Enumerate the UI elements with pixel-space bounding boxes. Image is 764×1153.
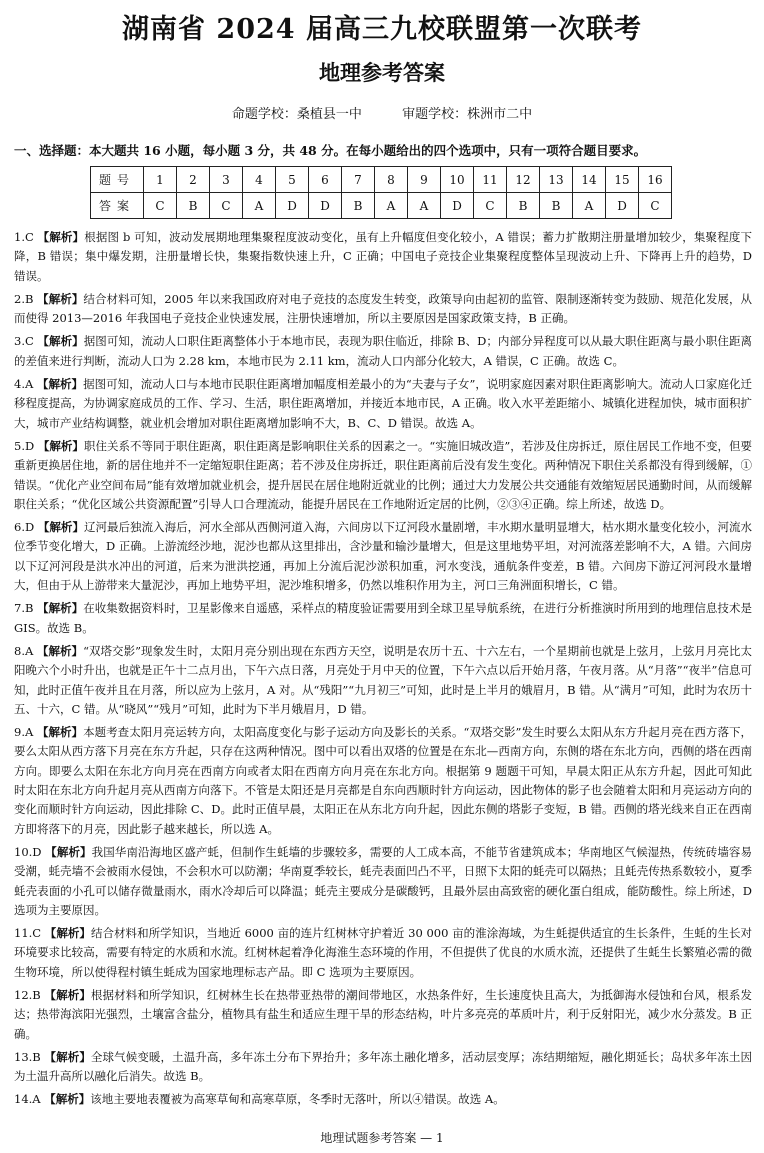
answer-cell: C <box>474 193 507 219</box>
school-info <box>0 105 764 125</box>
item-text: “双塔交影”现象发生时，太阳月亮分别出现在东西方天空，说明是农历十五、十六左右，一个星期前也就是上弦月，上弦月月亮比太阳晚六个小时升出，也就是正午十二点月出，下午六点日落，月亮处于月中天的位置，下午六点以后开始月落，午夜月落。从“月落”“夜半”信息可知，此时正值午夜并且在月落，所以应为上弦月，A 对。从“残阳”“九月初三”可知，此时是上半月的娥眉月，B 错。从“满月”可知，此时为农历十五、十六，C 错。从“晓风”“残月”可知，此时为下半月娥眉月，D 错。 <box>14 643 752 716</box>
answer-cell: D <box>606 193 639 219</box>
item-number: 11.C <box>14 926 42 941</box>
item-text: 职住关系不等同于职住距离，职住距离是影响职住关系的因素之一。“实施旧城改造”，若涉及住房拆迁，原住居民工作地不变，但要重新更换居住地，新的居住地并不一定缩短职住距离；若不涉及住房拆迁，职住距离前后没有发生变化。两种情况下职住关系都没有得到缓解，①错误。“优化产业空间布局”能有效增加就业机会，提升居民在居住地附近就业的比例；通过大力发展公共交通能有效缩短居民通勤时间，从而缓解职住关系；“优化区域公共资源配置”引导人口合理流动，能提升居民在工作地附近定居的比例，②③④正确。综上所述，故选 D。 <box>14 438 752 511</box>
explanation-item <box>14 228 752 286</box>
answer-cell: D <box>276 193 309 219</box>
item-number: 10.D <box>14 844 42 859</box>
row-label-number: 题号 <box>91 167 144 193</box>
question-number: 16 <box>639 167 672 193</box>
explanation-item <box>14 723 752 839</box>
explanation-item <box>14 375 752 433</box>
answer-cell: A <box>375 193 408 219</box>
question-number: 1 <box>144 167 177 193</box>
analysis-tag: 【解析】 <box>37 230 85 244</box>
analysis-tag: 【解析】 <box>37 601 84 616</box>
reviewer-school: 审题学校：株洲市二中 <box>402 107 533 122</box>
answer-table <box>90 166 672 219</box>
answer-cell: A <box>408 193 441 219</box>
explanation-item <box>14 599 752 638</box>
item-number: 14.A <box>14 1092 41 1107</box>
question-number: 2 <box>177 167 210 193</box>
analysis-tag: 【解析】 <box>44 1049 91 1064</box>
explanation-item <box>14 518 752 595</box>
section-heading: 一、选择题：本大题共 16 小题，每小题 3 分，共 48 分。在每小题给出的四个选项中，只有一项符合题目要求。 <box>14 143 647 158</box>
item-number: 8.A <box>14 643 34 658</box>
answer-cell: B <box>507 193 540 219</box>
page-title: 湖南省 2024 届高三九校联盟第一次联考 <box>122 14 642 45</box>
analysis-tag: 【解析】 <box>45 844 92 859</box>
analysis-tag: 【解析】 <box>36 725 84 740</box>
explanation-item <box>14 1090 752 1109</box>
answer-cell: D <box>309 193 342 219</box>
item-text: 辽河最后独流入海后，河水全部从西侧河道入海，六间房以下辽河段水量剧增，丰水期水量明显增大，枯水期水量变化较小，河流水位季节变化增大，D 正确。上游流经沙地，泥沙也都从这里排出，含沙量和输沙量增大，但是这里地势平坦，对河流落差影响不大，A 错。六间房以下辽河河段是洪水冲出的河道，后来为泄洪挖通，再加上分流后泥沙淤积加重，河水变浅，通航条件变差，B 错。六间房下游辽河河段水量增大，但由于从上游带来大量泥沙，再加上地势平坦，泥沙堆积增多，仍然以堆积作用为主，河口三角洲面积增长，C 错。 <box>14 520 753 593</box>
answer-cell: C <box>210 193 243 219</box>
explanation-item <box>14 843 752 920</box>
page-footer: 地理试题参考答案 — 1 <box>320 1131 444 1145</box>
explanation-item <box>14 642 752 719</box>
question-number: 10 <box>441 167 474 193</box>
question-number: 3 <box>210 167 243 193</box>
explanation-item <box>14 437 752 514</box>
item-number: 6.D <box>14 520 35 535</box>
item-text: 根据图 b 可知，波动发展期地理集聚程度波动变化，虽有上升幅度但变化较小，A 错误；蓄力扩散期注册量增加较少，集聚程度下降，B 错误；集中爆发期，注册量增长快，集聚指数快速上升，C 正确；中国电子竞技企业集聚程度整体呈现波动上升、下降再上升的趋势，D 错误。 <box>14 230 752 283</box>
answer-cell: A <box>243 193 276 219</box>
analysis-tag: 【解析】 <box>44 926 91 941</box>
question-number: 5 <box>276 167 309 193</box>
item-text: 本题考查太阳月亮运转方向，太阳高度变化与影子运动方向及影长的关系。“双塔交影”发生时要么太阳从东方升起月亮在西方落下，要么太阳从西方落下月亮在东方升起，只存在这两种情况。图中可以看出双塔的位置是在东北—西南方向，东侧的塔在东北方向，西侧的塔在西南方向。即要么太阳在东北方向月亮在西南方向或者太阳在西南方向月亮在东北方向。根据第 9 题题干可知，早晨太阳正从东方升起，因此可知此时太阳在东北方向升起月亮从西南方向落下。不管是太阳还是月亮都是自东向西顺时针方向运动，因此物体的影子也会随着太阳和月亮运动方向的变化而顺时针方向运动，因此排除 C、D。此时正值早晨，太阳正在从东北方向升起，因此东侧的塔影子变短，B 错。西侧的塔光线来自正在西南方即将落下的月亮，因此影子越来越长，所以选 A。 <box>14 725 752 836</box>
question-number: 12 <box>507 167 540 193</box>
item-text: 该地主要地表覆被为高寒草甸和高寒草原，冬季时无落叶，所以④错误。故选 A。 <box>90 1092 505 1107</box>
item-text: 结合材料和所学知识，当地近 6000 亩的连片红树林守护着近 30 000 亩的淮涂海域，为生蚝提供适宜的生长条件，生蚝的生长对环境要求比较高，需要有特定的水质和水流。红树林起着净化海淮生态环境的作用，不但提供了优良的水质水流，还提供了生蚝生长繁殖必需的微生物环境，所以使得程村镇生蚝成为国家地理标志产品。即 C 选项为主要原因。 <box>14 926 753 979</box>
question-number: 8 <box>375 167 408 193</box>
analysis-tag: 【解析】 <box>44 1092 91 1107</box>
item-text: 在收集数据资料时，卫星影像来自遥感，采样点的精度验证需要用到全球卫星导航系统，在进行分析推演时所用到的地理信息技术是 GIS。故选 B。 <box>14 601 752 635</box>
item-number: 4.A <box>14 377 34 392</box>
item-number: 7.B <box>14 601 34 616</box>
question-number: 15 <box>606 167 639 193</box>
answer-cell: A <box>573 193 606 219</box>
question-number: 4 <box>243 167 276 193</box>
item-text: 全球气候变暖，土温升高，多年冻土分布下界抬升；多年冻土融化增多，活动层变厚；冻结期缩短，融化期延长；岛状多年冻土因为土温升高所以融化后消失。故选 B。 <box>14 1049 753 1084</box>
answer-cell: C <box>639 193 672 219</box>
analysis-tag: 【解析】 <box>36 377 84 392</box>
answer-cell: B <box>540 193 573 219</box>
answer-table-number-row <box>91 167 672 193</box>
item-number: 9.A <box>14 725 34 740</box>
explanation-item <box>14 332 752 371</box>
question-number: 6 <box>309 167 342 193</box>
item-number: 12.B <box>14 987 41 1002</box>
explanation-item <box>14 986 752 1044</box>
analysis-tag: 【解析】 <box>44 987 91 1002</box>
analysis-tag: 【解析】 <box>37 520 84 535</box>
question-number: 7 <box>342 167 375 193</box>
item-number: 13.B <box>14 1049 41 1064</box>
answer-cell: B <box>177 193 210 219</box>
answer-cell: D <box>441 193 474 219</box>
analysis-tag: 【解析】 <box>37 438 84 453</box>
analysis-tag: 【解析】 <box>37 291 84 306</box>
setter-school: 命题学校：桑植县一中 <box>231 107 362 122</box>
question-number: 9 <box>408 167 441 193</box>
item-text: 据图可知，流动人口职住距离整体小于本地市民，表现为职住临近，排除 B、D；内部分异程度可以从最大职住距离与最小职住距离的差值来进行判断，流动人口为 2.28 km，本地市民为 2.11 km，流动人口内部分化较大，A 错误，C 正确。故选 C。 <box>14 334 753 368</box>
item-text: 结合材料可知，2005 年以来我国政府对电子竞技的态度发生转变，政策导向由起初的监管、限制逐渐转变为鼓励、规范化发展，从而使得 2013—2016 年我国电子竞技企业快速发展，注册快速增加，所以主要原因是国家政策支持，B 正确。 <box>14 291 753 326</box>
question-number: 11 <box>474 167 507 193</box>
item-text: 根据材料和所学知识，红树林生长在热带亚热带的潮间带地区，水热条件好，生长速度快且高大，为抵御海水侵蚀和台风，根系发达；热带海滨阳光强烈，土壤富含盐分，植物具有盐生和适应生理干旱的形态结构，叶片多亮亮的革质叶片，利于反射阳光，减少水分蒸发。B 正确。 <box>14 987 753 1041</box>
item-number: 1.C <box>14 230 34 244</box>
item-number: 5.D <box>14 438 35 453</box>
answer-cell: C <box>144 193 177 219</box>
explanation-item <box>14 290 752 329</box>
analysis-tag: 【解析】 <box>36 643 84 658</box>
item-number: 2.B <box>14 291 34 306</box>
explanation-item <box>14 1048 752 1087</box>
row-label-answer: 答案 <box>91 193 144 219</box>
explanation-item <box>14 924 752 982</box>
explanations-list <box>14 228 752 1114</box>
analysis-tag: 【解析】 <box>37 334 84 349</box>
answer-table-answer-row <box>91 193 672 219</box>
question-number: 14 <box>573 167 606 193</box>
item-number: 3.C <box>14 334 34 349</box>
item-text: 据图可知，流动人口与本地市民职住距离增加幅度相差最小的为“夫妻与子女”，说明家庭因素对职住距离影响大。流动人口家庭化迁移程度提高，为协调家庭成员的工作、学习、生活，职住距离增加，并接近本地市民，A 正确。收入水平差距缩小、城镇化进程加快，城市面积扩大，城市产业结构调整，就业机会增加对职住距离增加影响不大，B、C、D 错误。故选 A。 <box>14 377 752 430</box>
item-text: 我国华南沿海地区盛产蚝，但制作生蚝墙的步骤较多，需要的人工成本高，不能节省建筑成本；华南地区气候湿热，传统砖墙容易受潮，蚝壳墙不会被雨水侵蚀，不会积水可以防潮；华南夏季较长，蚝壳表面凹凸不平，日照下太阳的蚝壳可以隔热；且蚝壳传热系数较小，夏季蚝壳表面的小孔可以储存微量雨水，雨水冷却后可以降温；蚝壳主要成分是碳酸钙，且最外层由高致密的硬化蛋白组成，能防酸性。综上所述，D 选项为主要原因。 <box>14 844 753 917</box>
answer-cell: B <box>342 193 375 219</box>
page-subtitle: 地理参考答案 <box>319 60 445 85</box>
question-number: 13 <box>540 167 573 193</box>
